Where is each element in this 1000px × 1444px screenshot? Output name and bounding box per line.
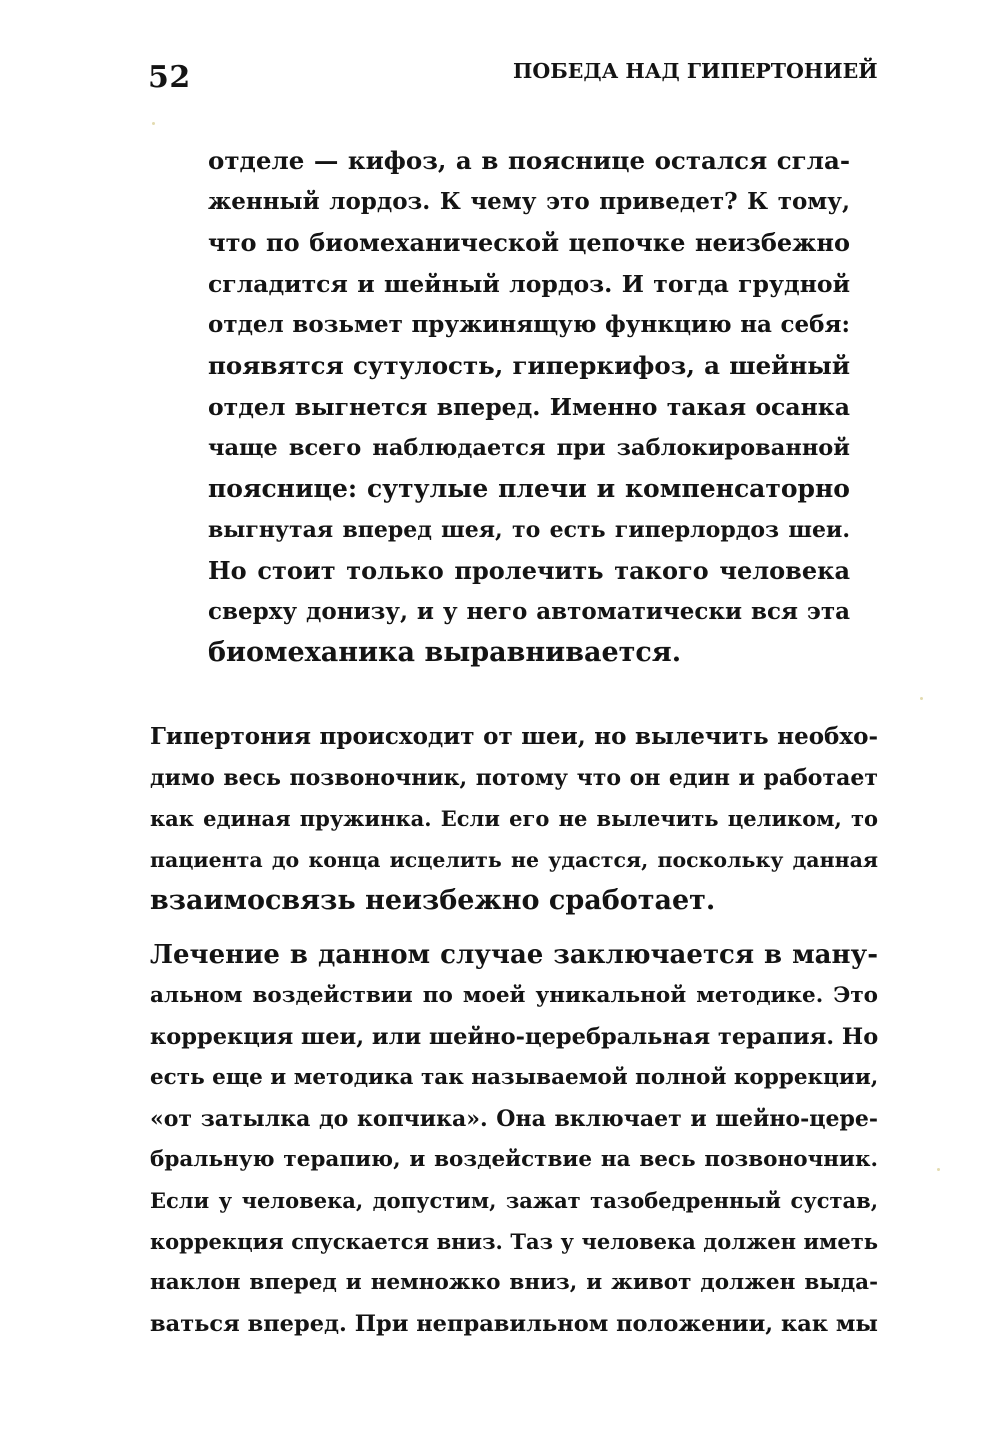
paragraph-line: Гипертония происходит от шеи, но вылечить необхо- [150, 723, 878, 750]
paper-speck [152, 122, 155, 125]
quote-line: чаще всего наблюдается при заблокированной [208, 435, 850, 461]
paragraph-line: наклон вперед и немножко вниз, и живот должен выда- [150, 1270, 878, 1295]
paragraph-line: коррекция шеи, или шейно-церебральная терапия. Но [150, 1024, 879, 1050]
paragraph-line: взаимосвязь неизбежно сработает. [150, 885, 716, 916]
quote-line: отдел выгнется вперед. Именно такая осанка [208, 393, 850, 421]
paragraph-line: бральную терапию, и воздействие на весь позвоночник. [150, 1147, 878, 1172]
paragraph-line: ваться вперед. При неправильном положении, как мы [150, 1311, 878, 1337]
paragraph-line: пациента до конца исцелить не удастся, поскольку данная [150, 848, 878, 872]
paragraph-line: «от затылка до копчика». Она включает и шейно-цере- [150, 1106, 878, 1132]
quote-line: выгнутая вперед шея, то есть гиперлордоз шеи. [208, 517, 850, 543]
running-head-title: ПОБЕДА НАД ГИПЕРТОНИЕЙ [513, 59, 878, 83]
paper-speck [920, 697, 923, 700]
paragraph-line: коррекция спускается вниз. Таз у человека должен иметь [150, 1229, 878, 1254]
quote-line: что по биомеханической цепочке неизбежно [208, 228, 850, 257]
quote-line: биомеханика выравнивается. [208, 637, 682, 668]
paragraph-line: как единая пружинка. Если его не вылечить целиком, то [150, 806, 878, 831]
paragraph-line: Лечение в данном случае заключается в ману- [150, 940, 878, 970]
quote-line: отделе — кифоз, а в пояснице остался сгла- [208, 146, 850, 175]
quote-line: Но стоит только пролечить такого человека [208, 556, 850, 585]
paragraph-line: димо весь позвоночник, потому что он един и работает [150, 765, 878, 791]
quote-line: сверху донизу, и у него автоматически вся эта [208, 598, 850, 625]
paragraph-line: Если у человека, допустим, зажат тазобедренный сустав, [150, 1188, 878, 1213]
paragraph-line: альном воздействии по моей уникальной методике. Это [150, 983, 878, 1008]
quote-line: появятся сутулость, гиперкифоз, а шейный [208, 351, 850, 380]
paragraph-line: есть еще и методика так называемой полной коррекции, [150, 1065, 879, 1090]
quote-line: пояснице: сутулые плечи и компенсаторно [208, 474, 850, 503]
quote-line: отдел возьмет пружинящую функцию на себя: [208, 311, 850, 338]
quote-line: сгладится и шейный лордоз. И тогда грудной [208, 270, 850, 298]
quote-line: женный лордоз. К чему это приведет? К тому, [208, 188, 850, 215]
page-number: 52 [148, 60, 191, 95]
paper-speck [937, 1168, 940, 1171]
